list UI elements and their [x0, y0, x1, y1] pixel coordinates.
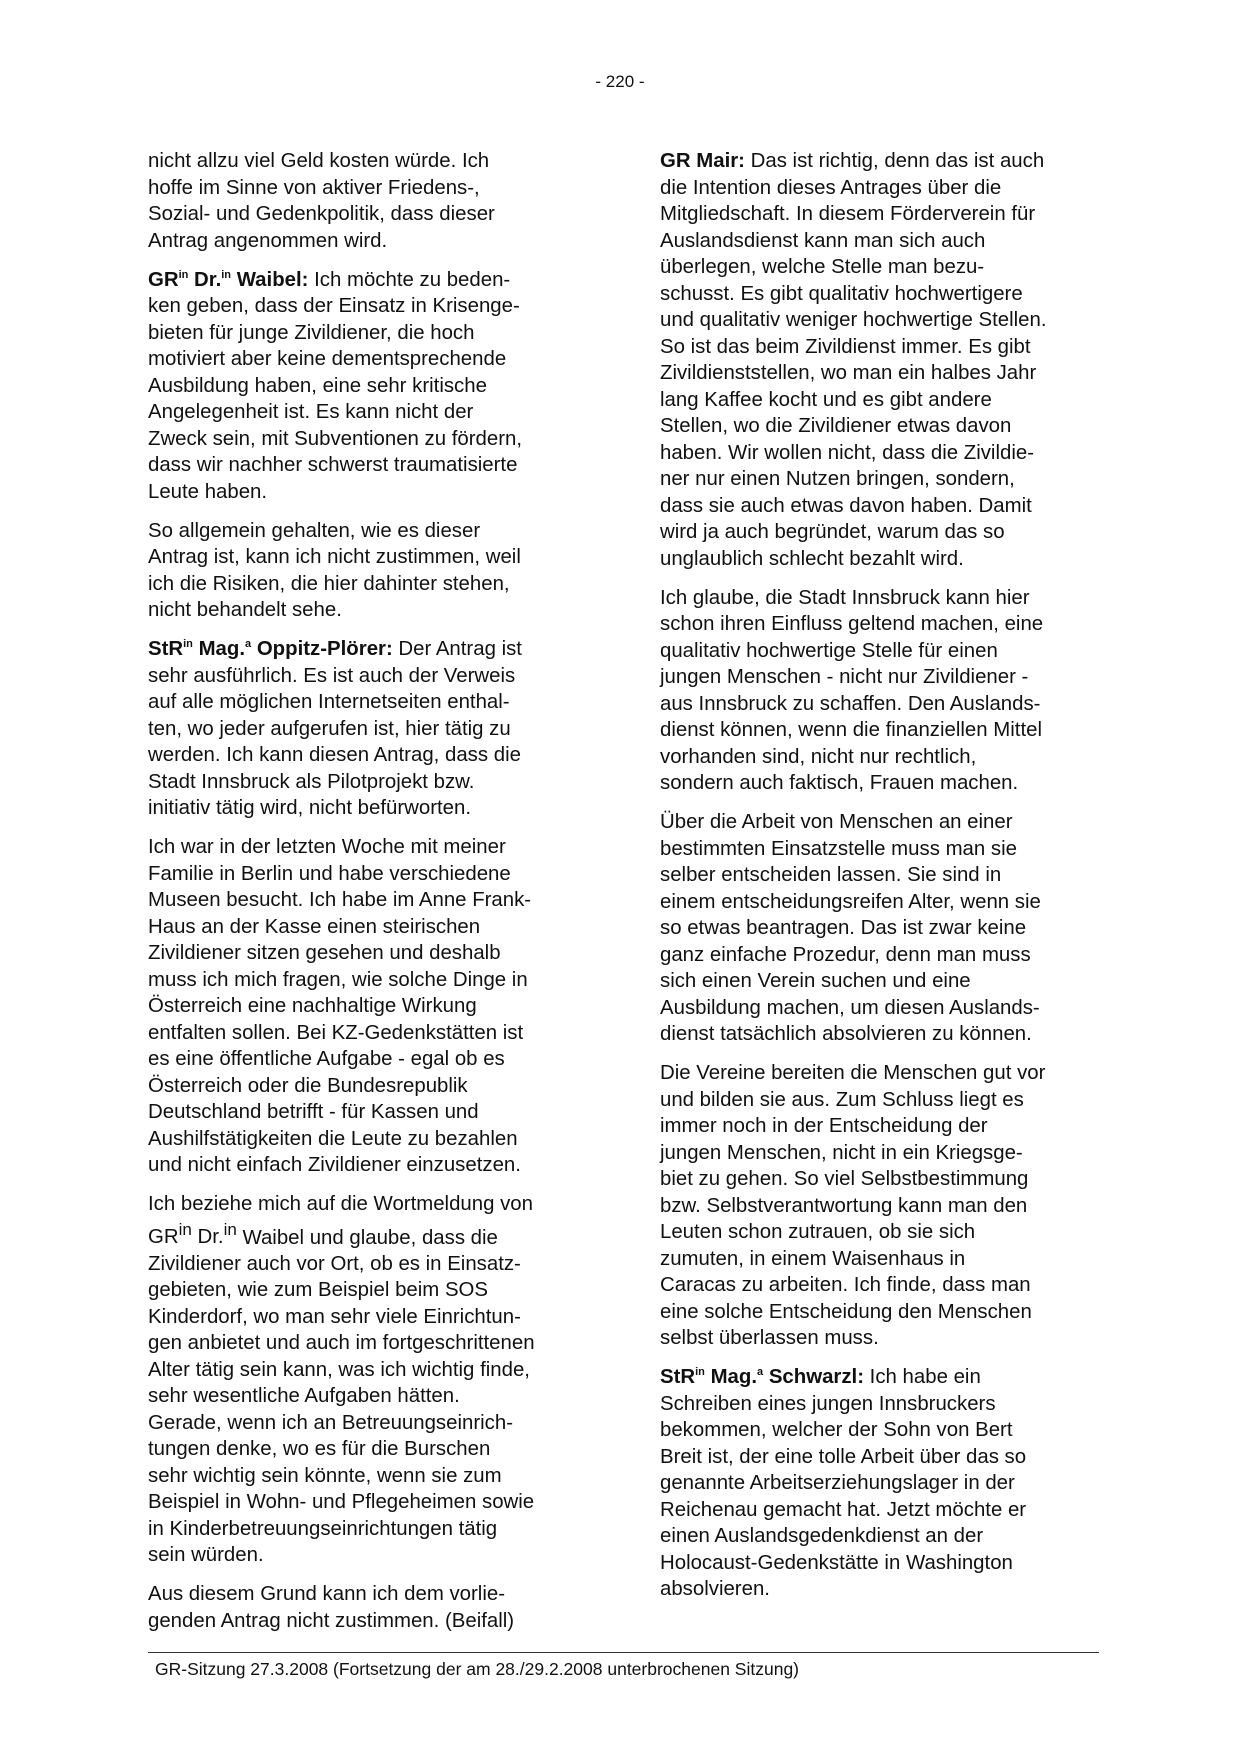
footer-divider — [148, 1652, 1099, 1653]
paragraph-reference: Ich beziehe mich auf die Wortmeldung von $GR^{in}$ Dr.$^{in}$ Waibel und glaube, dass die Zivildiener auch vor Ort, ob es in Einsatz- gebieten, wie zum Beispiel beim SOS Kinderdorf, wo man sehr viele Einrichtun- gen anbietet und auch im fortgeschrittenen Alter tätig sein kann, was ich wichtig finde, sehr wesentliche Aufgaben hätten. Gerade, wenn ich an Betreuungseinrich- tungen denke, wo es für die Burschen sehr wichtig sein könnte, wenn sie zum Beispiel in Wohn- und Pflegeheimen sowie in Kinderbetreuungseinrichtungen tätig sein würden. — [148, 1193, 535, 1567]
speech-text: Der Antrag ist sehr ausführlich. Es ist auch der Verweis auf alle möglichen Internetseiten enthal- ten, wo jeder aufgerufen ist, hier tätig zu werden. Ich kann diesen Antrag, dass die Stadt Innsbruck als Pilotprojekt bzw. initiativ tätig wird, nicht befürworten. — [148, 638, 522, 819]
paragraph: Ich glaube, die Stadt Innsbruck kann hier schon ihren Einfluss geltend machen, eine qualitativ hochwertige Stelle für einen jungen Menschen - nicht nur Zivildiener - aus Innsbruck zu schaffen. Den Auslands- dienst können, wenn die finanziellen Mittel vorhanden sind, nicht nur rechtlich, sondern auch faktisch, Frauen machen. — [660, 586, 1044, 794]
speech-waibel — [148, 267, 584, 506]
footer: GR-Sitzung 27.3.2008 (Fortsetzung der am 28./29.2.2008 unterbrochenen Sitzung) — [155, 1659, 800, 1679]
paragraph: Die Vereine bereiten die Menschen gut vor und bilden sie aus. Zum Schluss liegt es immer noch in der Entscheidung der jungen Menschen, nicht in ein Kriegsge- biet zu gehen. So viel Selbstbestimmung bzw. Selbstverantwortung kann man den Leuten schon zutrauen, ob sie sich zumuten, in einem Waisenhaus in Caracas zu arbeiten. Ich finde, dass man eine solche Entscheidung den Menschen selbst überlassen muss. — [660, 1062, 1046, 1349]
speech-schwarzl — [660, 1364, 1096, 1603]
speech-text: Ich habe ein Schreiben eines jungen Innsbruckers bekommen, welcher der Sohn von Bert Breit ist, der eine tolle Arbeit über das so genannte Arbeitserziehungslager in der Reichenau gemacht hat. Jetzt möchte er einen Auslandsgedenkdienst an der Holocaust-Gedenkstätte in Washington absolvieren. — [660, 1366, 1027, 1600]
left-column — [148, 148, 584, 1647]
speaker-name: GR Mair: — [660, 150, 745, 172]
speech-mair — [660, 148, 1096, 572]
right-column — [660, 148, 1096, 1615]
speech-text: Das ist richtig, denn das ist auch die Intention dieses Antrages über die Mitgliedschaft. In diesem Förderverein für Auslandsdienst kann man sich auch überlegen, welche Stelle man bezu- schusst. Es gibt qualitativ hochwertigere und qualitativ weniger hochwertige Stellen. So ist das beim Zivildienst immer. Es gibt Zivildienststellen, wo man ein halbes Jahr lang Kaffee kocht und es gibt andere Stellen, wo die Zivildiener etwas davon haben. Wir wollen nicht, dass die Zivildie- ner nur einen Nutzen bringen, sondern, dass sie auch etwas davon haben. Damit wird ja auch begründet, warum das so unglaublich schlecht bezahlt wird. — [660, 150, 1047, 570]
paragraph: Über die Arbeit von Menschen an einer bestimmten Einsatzstelle muss man sie selber entscheiden lassen. Sie sind in einem entscheidungsreifen Alter, wenn sie so etwas beantragen. Das ist zwar keine ganz einfache Prozedur, denn man muss sich einen Verein suchen und eine Ausbildung machen, um diesen Auslands- dienst tatsächlich absolvieren zu können. — [660, 811, 1041, 1045]
speech-text: Ich möchte zu beden- ken geben, dass der Einsatz in Krisenge- bieten für junge Zivildiener, die hoch motiviert aber keine dementsprechende Ausbildung haben, eine sehr kritische Angelegenheit ist. Es kann nicht der Zweck sein, mit Subventionen zu fördern, dass wir nachher schwerst traumatisierte Leute haben. — [148, 268, 523, 503]
speaker-name: StR$^{in}$ Mag.$^a$ Oppitz-Plörer: — [148, 638, 393, 660]
paragraph: Ich war in der letzten Woche mit meiner Familie in Berlin und habe verschiedene Museen besucht. Ich habe im Anne Frank- Haus an der Kasse einen steirischen Zivildiener sitzen gesehen und deshalb muss ich mich fragen, wie solche Dinge in Österreich eine nachhaltige Wirkung entfalten sollen. Bei KZ-Gedenkstätten ist es eine öffentliche Aufgabe - egal ob es Österreich oder die Bundesrepublik Deutschland betrifft - für Kassen und Aushilfstätigkeiten die Leute zu bezahlen und nicht einfach Zivildiener einzusetzen. — [148, 836, 532, 1176]
speaker-name: StR$^{in}$ Mag.$^a$ Schwarzl: — [660, 1366, 865, 1388]
paragraph: So allgemein gehalten, wie es dieser Antrag ist, kann ich nicht zustimmen, weil ich die Risiken, die hier dahinter stehen, nicht behandelt sehe. — [148, 519, 521, 621]
page-number: - 220 - — [595, 72, 645, 91]
speaker-reference: $GR^{in}$ Dr.$^{in}$ — [148, 1220, 237, 1249]
speaker-name: $GR^{in}$ Dr.$^{in}$ Waibel: — [148, 268, 309, 291]
paragraph: Aus diesem Grund kann ich dem vorlie- genden Antrag nicht zustimmen. (Beifall) — [148, 1583, 515, 1632]
paragraph: nicht allzu viel Geld kosten würde. Ich hoffe im Sinne von aktiver Friedens-, Sozial- und Gedenkpolitik, dass dieser Antrag angenommen wird. — [148, 150, 495, 252]
speech-oppitz-ploerer — [148, 636, 584, 822]
